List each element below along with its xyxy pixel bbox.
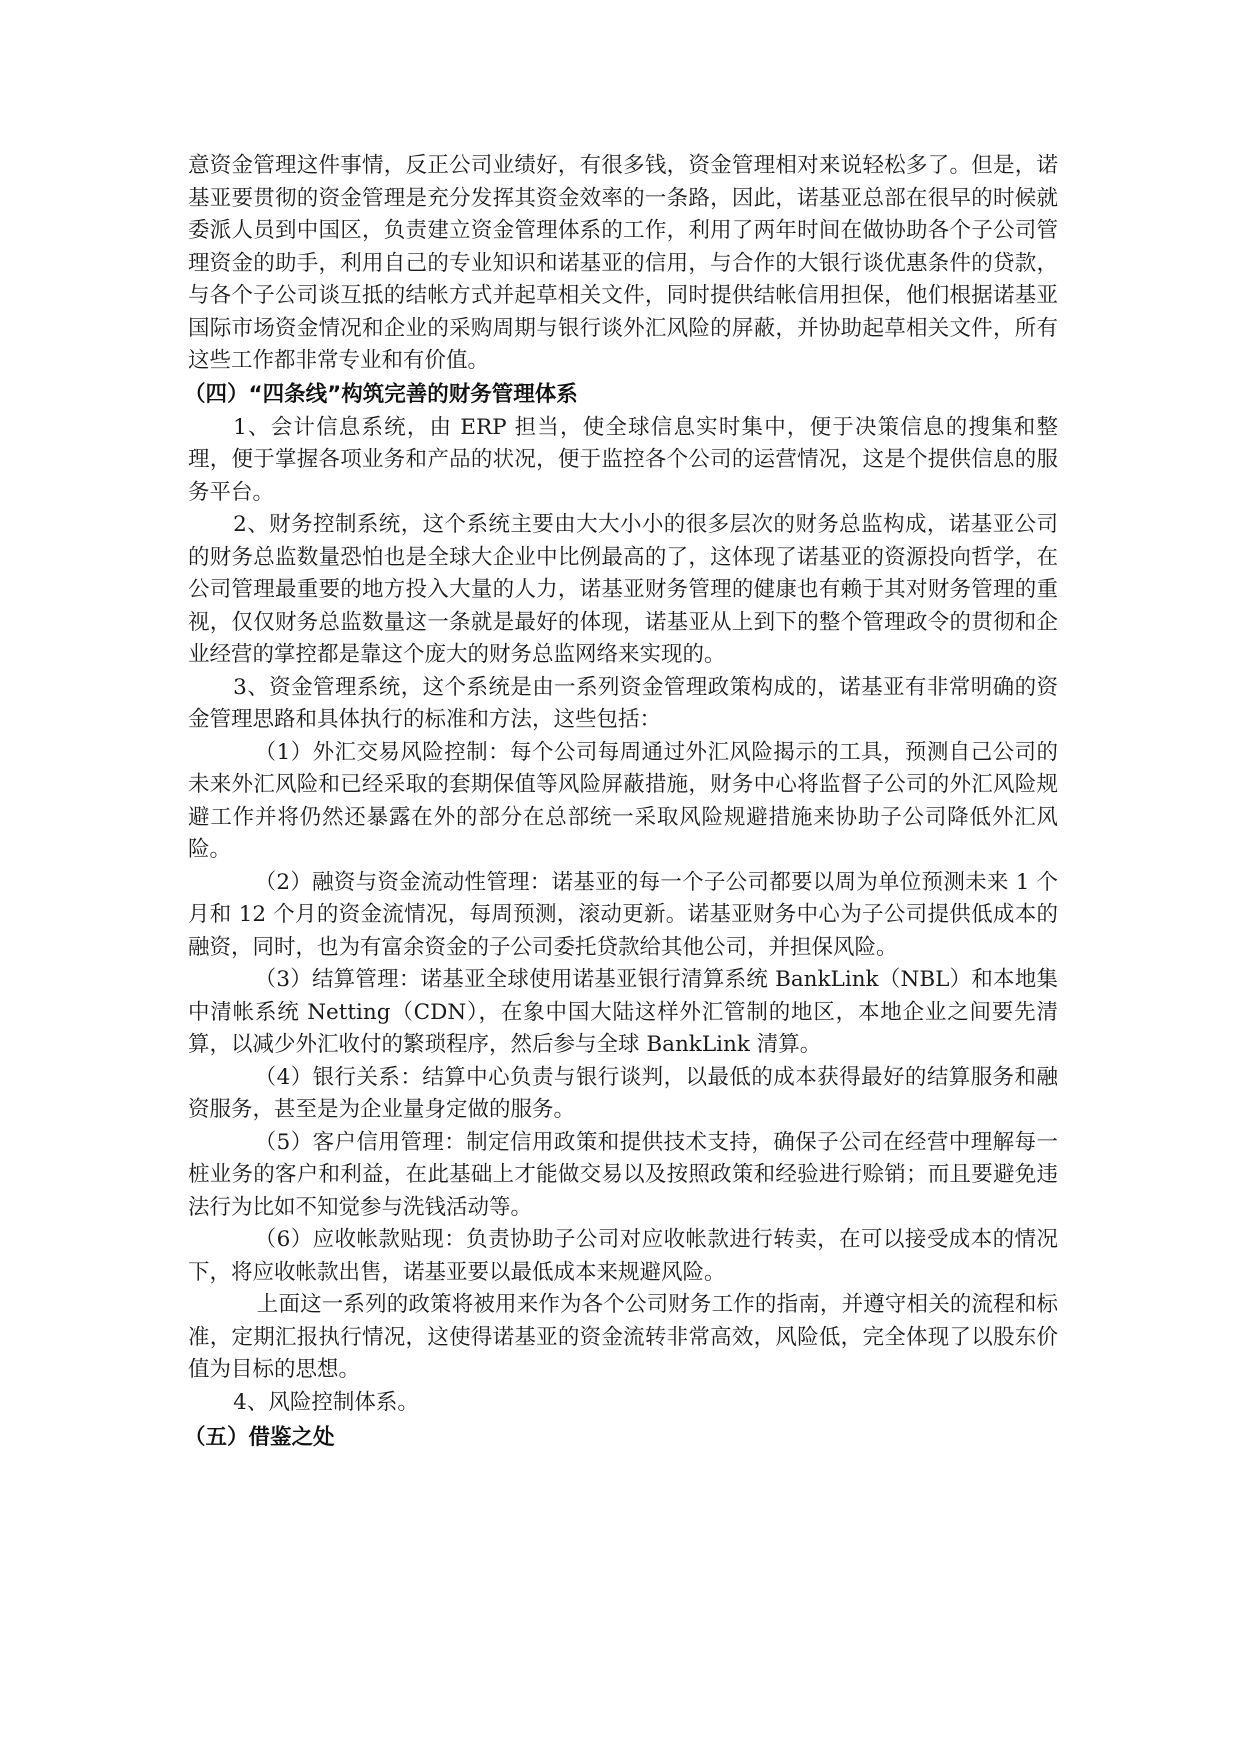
- paragraph-financial-control-system: 2、财务控制系统，这个系统主要由大大小小的很多层次的财务总监构成，诺基亚公司的财务总监数量恐怕也是全球大企业中比例最高的了，这体现了诺基亚的资源投向哲学，在公司管理最重要的地方投入大量的人力，诺基亚财务管理的健康也有赖于其对财务管理的重视，仅仅财务总监数量这一条就是最好的体现，诺基亚从上到下的整个管理政令的贯彻和企业经营的掌控都是靠这个庞大的财务总监网络来实现的。: [188, 512, 1058, 667]
- paragraph-fund-management-system: 3、资金管理系统，这个系统是由一系列资金管理政策构成的，诺基亚有非常明确的资金管理思路和具体执行的标准和方法，这些包括：: [188, 674, 1058, 732]
- paragraph-accounting-info-system: 1、会计信息系统，由 ERP 担当，使全球信息实时集中，便于决策信息的搜集和整理，便于掌握各项业务和产品的状况，便于监控各个公司的运营情况，这是个提供信息的服务平台。: [188, 414, 1058, 505]
- paragraph-risk-control-system: 4、风险控制体系。: [233, 1389, 419, 1415]
- section-heading-four-lines: （四）“四条线”构筑完善的财务管理体系: [184, 381, 578, 407]
- list-item-receivables-discount: （6）应收帐款贴现：负责协助子公司对应收帐款进行转卖，在可以接受成本的情况下，将应收帐款出售，诺基亚要以最低成本来规避风险。: [188, 1227, 1058, 1285]
- list-item-fx-risk-control: （1）外汇交易风险控制：每个公司每周通过外汇风险揭示的工具，预测自己公司的未来外汇风险和已经采取的套期保值等风险屏蔽措施，财务中心将监督子公司的外汇风险规避工作并将仍然还暴露在外的部分在总部统一采取风险规避措施来协助子公司降低外汇风险。: [188, 739, 1058, 862]
- list-item-financing-liquidity: （2）融资与资金流动性管理：诺基亚的每一个子公司都要以周为单位预测未来 1 个月和 12 个月的资金流情况，每周预测，滚动更新。诺基亚财务中心为子公司提供低成本的融资，同时，也为有富余资金的子公司委托贷款给其他公司，并担保风险。: [188, 869, 1058, 960]
- document-body: [184, 150, 1058, 1455]
- list-item-customer-credit: （5）客户信用管理：制定信用政策和提供技术支持，确保子公司在经营中理解每一桩业务的客户和利益，在此基础上才能做交易以及按照政策和经验进行赊销；而且要避免违法行为比如不知觉参与洗钱活动等。: [188, 1129, 1058, 1220]
- list-item-bank-relations: （4）银行关系：结算中心负责与银行谈判，以最低的成本获得最好的结算服务和融资服务，甚至是为企业量身定做的服务。: [188, 1064, 1058, 1122]
- section-heading-lessons: （五）借鉴之处: [184, 1425, 335, 1450]
- list-item-settlement-management: （3）结算管理：诺基亚全球使用诺基亚银行清算系统 BankLink（NBL）和本地集中清帐系统 Netting（CDN），在象中国大陆这样外汇管制的地区，本地企业之间要先清算，以减少外汇收付的繁琐程序，然后参与全球 BankLink 清算。: [188, 967, 1058, 1057]
- paragraph-continuation: 意资金管理这件事情，反正公司业绩好，有很多钱，资金管理相对来说轻松多了。但是，诺基亚要贯彻的资金管理是充分发挥其资金效率的一条路，因此，诺基亚总部在很早的时候就委派人员到中国区，负责建立资金管理体系的工作，利用了两年时间在做协助各个子公司管理资金的助手，利用自己的专业知识和诺基亚的信用，与合作的大银行谈优惠条件的贷款，与各个子公司谈互抵的结帐方式并起草相关文件，同时提供结帐信用担保，他们根据诺基亚国际市场资金情况和企业的采购周期与银行谈外汇风险的屏蔽，并协助起草相关文件，所有这些工作都非常专业和有价值。: [188, 153, 1058, 373]
- paragraph-policy-summary: 上面这一系列的政策将被用来作为各个公司财务工作的指南，并遵守相关的流程和标准，定期汇报执行情况，这使得诺基亚的资金流转非常高效，风险低，完全体现了以股东价值为目标的思想。: [188, 1292, 1058, 1382]
